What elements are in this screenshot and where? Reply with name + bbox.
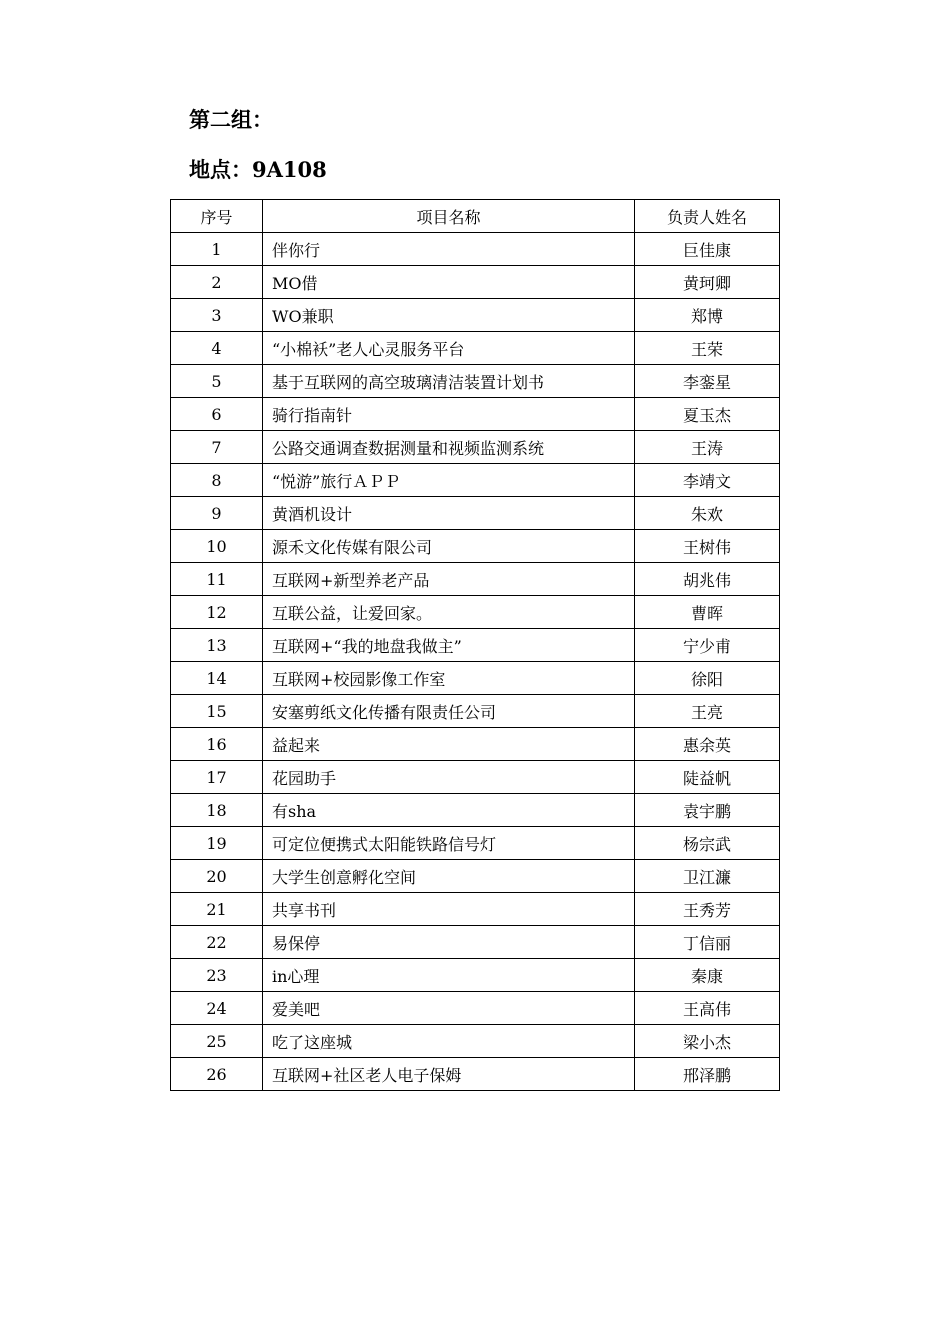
table-row	[171, 1058, 780, 1091]
row-serial-number: 15	[171, 695, 263, 728]
table-row	[171, 299, 780, 332]
header-project-name: 项目名称	[263, 200, 635, 233]
table-row	[171, 695, 780, 728]
table-row	[171, 233, 780, 266]
row-serial-number: 14	[171, 662, 263, 695]
row-project-name: 易保停	[263, 926, 635, 959]
table-row	[171, 596, 780, 629]
row-project-name: 花园助手	[263, 761, 635, 794]
row-leader-name: 邢泽鹏	[635, 1058, 780, 1091]
table-row	[171, 464, 780, 497]
row-leader-name: 巨佳康	[635, 233, 780, 266]
row-leader-name: 李靖文	[635, 464, 780, 497]
row-leader-name: 卫江濂	[635, 860, 780, 893]
row-leader-name: 王高伟	[635, 992, 780, 1025]
row-project-name: “悦游”旅行ＡＰＰ	[263, 464, 635, 497]
row-leader-name: 夏玉杰	[635, 398, 780, 431]
header-leader-name: 负责人姓名	[635, 200, 780, 233]
row-project-name: 公路交通调查数据测量和视频监测系统	[263, 431, 635, 464]
table-row	[171, 431, 780, 464]
table-row	[171, 398, 780, 431]
row-serial-number: 18	[171, 794, 263, 827]
table-row	[171, 761, 780, 794]
table-row	[171, 1025, 780, 1058]
table-body	[171, 233, 780, 1091]
row-project-name: 黄酒机设计	[263, 497, 635, 530]
row-project-name: 安塞剪纸文化传播有限责任公司	[263, 695, 635, 728]
row-leader-name: 王亮	[635, 695, 780, 728]
row-project-name: 互联公益，让爱回家。	[263, 596, 635, 629]
row-leader-name: 王涛	[635, 431, 780, 464]
row-leader-name: 秦康	[635, 959, 780, 992]
row-serial-number: 17	[171, 761, 263, 794]
location-label: 地点：	[189, 157, 252, 182]
row-leader-name: 徐阳	[635, 662, 780, 695]
location-value: 9A108	[252, 157, 327, 182]
row-leader-name: 郑博	[635, 299, 780, 332]
row-leader-name: 曹晖	[635, 596, 780, 629]
table-row	[171, 530, 780, 563]
table-row	[171, 860, 780, 893]
row-serial-number: 25	[171, 1025, 263, 1058]
row-serial-number: 5	[171, 365, 263, 398]
row-leader-name: 丁信丽	[635, 926, 780, 959]
row-serial-number: 13	[171, 629, 263, 662]
table-row	[171, 992, 780, 1025]
row-serial-number: 20	[171, 860, 263, 893]
row-leader-name: 王树伟	[635, 530, 780, 563]
row-serial-number: 10	[171, 530, 263, 563]
table-row	[171, 332, 780, 365]
row-project-name: in心理	[263, 959, 635, 992]
table-row	[171, 497, 780, 530]
row-leader-name: 王秀芳	[635, 893, 780, 926]
table-row	[171, 662, 780, 695]
row-project-name: 共享书刊	[263, 893, 635, 926]
row-project-name: 互联网+“我的地盘我做主”	[263, 629, 635, 662]
table-row	[171, 827, 780, 860]
table-row	[171, 629, 780, 662]
row-project-name: 伴你行	[263, 233, 635, 266]
table-row	[171, 728, 780, 761]
row-leader-name: 胡兆伟	[635, 563, 780, 596]
row-project-name: 源禾文化传媒有限公司	[263, 530, 635, 563]
table-row	[171, 893, 780, 926]
row-leader-name: 朱欢	[635, 497, 780, 530]
row-leader-name: 袁宇鹏	[635, 794, 780, 827]
row-serial-number: 23	[171, 959, 263, 992]
row-serial-number: 9	[171, 497, 263, 530]
row-project-name: 吃了这座城	[263, 1025, 635, 1058]
row-project-name: WO兼职	[263, 299, 635, 332]
row-leader-name: 黄珂卿	[635, 266, 780, 299]
row-leader-name: 王荣	[635, 332, 780, 365]
header-serial-number: 序号	[171, 200, 263, 233]
group-title: 第二组：	[189, 107, 273, 132]
row-leader-name: 杨宗武	[635, 827, 780, 860]
row-leader-name: 宁少甫	[635, 629, 780, 662]
row-project-name: 有sha	[263, 794, 635, 827]
row-serial-number: 26	[171, 1058, 263, 1091]
row-serial-number: 11	[171, 563, 263, 596]
row-leader-name: 李銮星	[635, 365, 780, 398]
row-project-name: “小棉袄”老人心灵服务平台	[263, 332, 635, 365]
project-table	[170, 199, 780, 1091]
table-header-row	[171, 200, 780, 233]
row-serial-number: 16	[171, 728, 263, 761]
row-serial-number: 24	[171, 992, 263, 1025]
row-leader-name: 梁小杰	[635, 1025, 780, 1058]
row-project-name: 可定位便携式太阳能铁路信号灯	[263, 827, 635, 860]
row-serial-number: 8	[171, 464, 263, 497]
row-serial-number: 12	[171, 596, 263, 629]
row-serial-number: 19	[171, 827, 263, 860]
row-project-name: 骑行指南针	[263, 398, 635, 431]
location-line	[189, 156, 327, 184]
row-project-name: 互联网+校园影像工作室	[263, 662, 635, 695]
table-row	[171, 959, 780, 992]
row-project-name: 互联网+社区老人电子保姆	[263, 1058, 635, 1091]
row-project-name: 爱美吧	[263, 992, 635, 1025]
row-serial-number: 3	[171, 299, 263, 332]
row-project-name: 益起来	[263, 728, 635, 761]
row-serial-number: 21	[171, 893, 263, 926]
table-row	[171, 266, 780, 299]
row-project-name: 互联网+新型养老产品	[263, 563, 635, 596]
row-serial-number: 1	[171, 233, 263, 266]
row-project-name: MO借	[263, 266, 635, 299]
row-serial-number: 22	[171, 926, 263, 959]
row-serial-number: 4	[171, 332, 263, 365]
row-project-name: 基于互联网的高空玻璃清洁装置计划书	[263, 365, 635, 398]
table-row	[171, 563, 780, 596]
row-serial-number: 6	[171, 398, 263, 431]
table-row	[171, 926, 780, 959]
table-row	[171, 365, 780, 398]
row-project-name: 大学生创意孵化空间	[263, 860, 635, 893]
row-serial-number: 2	[171, 266, 263, 299]
row-serial-number: 7	[171, 431, 263, 464]
row-leader-name: 陡益帆	[635, 761, 780, 794]
table-row	[171, 794, 780, 827]
row-leader-name: 惠余英	[635, 728, 780, 761]
